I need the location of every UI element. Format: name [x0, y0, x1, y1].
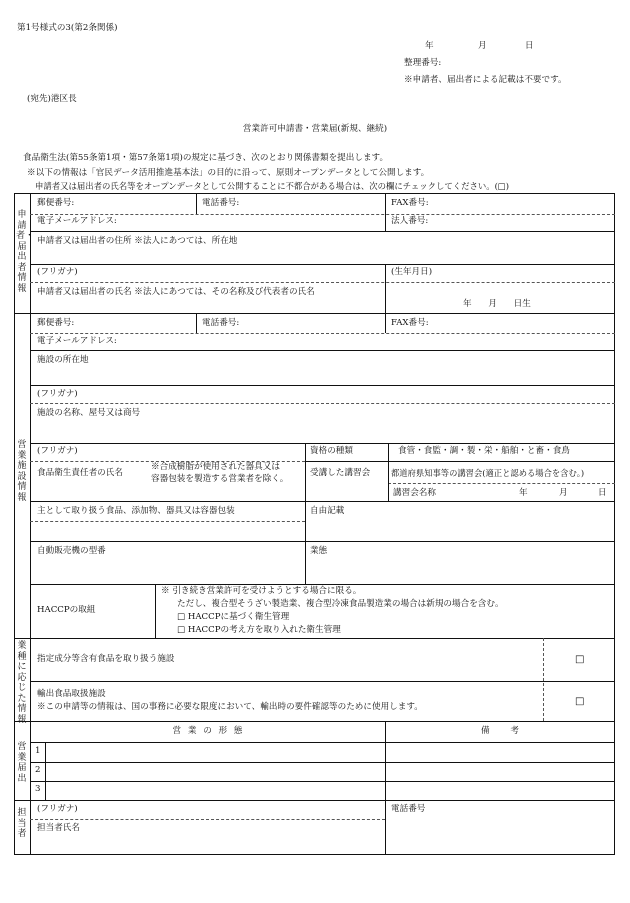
facility-email-field[interactable]: 電子メールアドレス: [37, 336, 117, 346]
course-description: 都道府県知事等の講習会(適正と認める場合を含む。) [391, 468, 585, 478]
course-month: 月 [559, 488, 568, 498]
haccp-label: HACCPの取組 [37, 605, 96, 615]
page-title: 営業許可申請書・営業届(新規、継続) [242, 124, 388, 134]
facility-postal-field[interactable]: 郵便番号: [37, 318, 75, 328]
export-facility-checkbox[interactable]: □ [575, 696, 585, 707]
facility-name-field[interactable]: 施設の名称、屋号又は商号 [37, 408, 141, 418]
applicant-postal-field[interactable]: 郵便番号: [37, 198, 75, 208]
applicant-phone-field[interactable]: 電話番号: [202, 198, 240, 208]
applicant-name-field[interactable]: 申請者又は届出者の氏名 ※法人にあつては、その名称及び代表者の氏名 [37, 287, 315, 297]
section-applicant-label: 申請者・届出者情報 [16, 210, 35, 294]
section-contact-label: 担当者 [17, 808, 27, 839]
contact-furigana-field[interactable]: (フリガナ) [37, 804, 78, 814]
qualification-options[interactable]: 食管・食監・調・製・栄・船舶・と畜・食鳥 [398, 446, 570, 456]
notice-row-number: 1 [35, 746, 41, 756]
date-month: 月 [478, 41, 487, 51]
manager-furigana-field[interactable]: (フリガナ) [37, 446, 78, 456]
haccp-option-2[interactable]: □ HACCPの考え方を取り入れた衛生管理 [177, 625, 341, 635]
haccp-note-1: ※ 引き続き営業許可を受けようとする場合に限る。 [161, 586, 362, 596]
course-label: 受講した講習会 [310, 468, 371, 478]
applicant-furigana-field[interactable]: (フリガナ) [37, 267, 78, 277]
section-facility-label: 営業施設情報 [17, 440, 27, 503]
export-facility-note: ※この申請等の情報は、国の事務に必要な限度において、輸出時の要件確認等のために使用します。 [37, 702, 423, 712]
contact-phone-field[interactable]: 電話番号 [391, 804, 426, 814]
section-industry-label: 業種に応じた情報 [17, 641, 27, 725]
applicant-email-field[interactable]: 電子メールアドレス: [37, 216, 117, 226]
designated-ingredient-checkbox[interactable]: □ [575, 654, 585, 665]
notice-row-number: 2 [35, 765, 41, 775]
opendata-checkbox-note[interactable]: 申請者又は届出者の氏名等をオープンデータとして公開することに不都合がある場合は、次の欄にチェックしてください。(□) [35, 181, 510, 191]
opendata-note: ※以下の情報は「官民データ活用推進基本法」の目的に沿って、原則オープンデータとして公開します。 [27, 168, 430, 178]
designated-ingredient-label: 指定成分等含有食品を取り扱う施設 [37, 654, 175, 664]
contact-person-field[interactable]: 担当者氏名 [37, 823, 80, 833]
facility-location-field[interactable]: 施設の所在地 [37, 355, 89, 365]
course-name-field[interactable]: 講習会名称 [393, 488, 436, 498]
course-day: 日 [598, 488, 607, 498]
intro-text: 食品衛生法(第55条第1項・第57条第1項)の規定に基づき、次のとおり関係書類を提出します。 [23, 153, 389, 163]
date-day: 日 [525, 41, 534, 51]
manager-note-line-1: ※合成樹脂が使用された器具又は [151, 462, 280, 472]
notice-row-number: 3 [35, 784, 41, 794]
course-year: 年 [519, 488, 528, 498]
business-type-field[interactable]: 業態 [310, 546, 328, 556]
manager-name-field[interactable]: 食品衛生責任者の氏名 [37, 468, 123, 478]
qualification-type-label: 資格の種類 [310, 446, 353, 456]
facility-fax-field[interactable]: FAX番号: [391, 318, 429, 328]
date-year: 年 [425, 41, 434, 51]
haccp-option-1[interactable]: □ HACCPに基づく衛生管理 [177, 612, 290, 622]
form-number: 第1号様式の3(第2条関係) [17, 23, 118, 33]
free-text-field[interactable]: 自由記載 [310, 506, 345, 516]
applicant-fax-field[interactable]: FAX番号: [391, 198, 429, 208]
addressee: (宛先)港区長 [27, 94, 77, 104]
haccp-note-2: ただし、複合型そうざい製造業、複合型冷凍食品製造業の場合は新規の場合を含む。 [177, 599, 504, 609]
reference-number-note: ※申請者、届出者による記載は不要です。 [404, 75, 567, 85]
applicant-address-field[interactable]: 申請者又は届出者の住所 ※法人にあつては、所在地 [37, 236, 238, 246]
applicant-birth-date-field[interactable]: 年 月 日生 [463, 299, 531, 309]
vending-machine-field[interactable]: 自動販売機の型番 [37, 546, 106, 556]
reference-number-label: 整理番号: [404, 58, 442, 68]
applicant-birth-label: (生年月日) [391, 267, 433, 277]
business-form-header: 営 業 の 形 態 [172, 726, 243, 736]
section-notice-label: 営業届出 [17, 742, 27, 784]
applicant-corp-number-field[interactable]: 法人番号: [391, 216, 429, 226]
main-items-field[interactable]: 主として取り扱う食品、添加物、器具又は容器包装 [37, 506, 235, 516]
manager-note-line-2: 容器包装を製造する営業者を除く。 [151, 474, 289, 484]
facility-phone-field[interactable]: 電話番号: [202, 318, 240, 328]
export-facility-label: 輸出食品取扱施設 [37, 689, 106, 699]
facility-furigana-field[interactable]: (フリガナ) [37, 389, 78, 399]
remarks-header: 備 考 [481, 726, 519, 736]
